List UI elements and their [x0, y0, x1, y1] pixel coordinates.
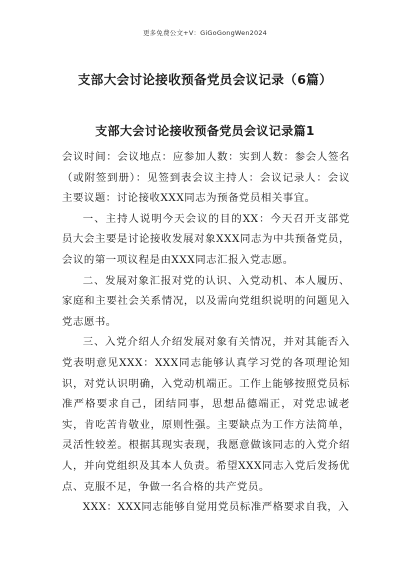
header-note: 更多免费公文+V：GiGoGongWen2024 [142, 29, 267, 37]
paragraph-item-1: 一、主持人说明今天会议的目的XX：今天召开支部党员大会主要是讨论接收发展对象XXX同志为中共预备党员，会议的第一项议程是由XXX同志汇报入党志愿。 [62, 212, 350, 266]
document-body [62, 147, 350, 518]
paragraph-item-3: 三、入党介绍人介绍发展对象有关情况，并对其能否入党表明意见XXX：XXX同志能够认真学习党的各项理论知识，对党认识明确，入党动机端正。工作上能够按照党员标准严格要求自己，团结同事，思想品德端正，对党忠诚老实，肯吃苦肯敬业，原则性强。主要缺点为工作方法简单，灵活性较差。根据其现实表现，我愿意做该同志的入党介绍人，并向党组织及其本人负责。希望XXX同志入党后发扬优点、克服不足，争做一名合格的共产党员。 [62, 336, 350, 493]
paragraph-item-4: XXX：XXX同志能够自觉用党员标准严格要求自我，入 [82, 501, 350, 514]
section-title: 支部大会讨论接收预备党员会议记录篇1 [95, 124, 315, 138]
paragraph-meeting-info: 会议时间：会议地点：应参加人数：实到人数：参会人签名（或附签到册）：见签到表会议主持人：会议记录人：会议主要议题：讨论接收XXX同志为预备党员相关事宜。 [62, 151, 350, 205]
paragraph-item-2: 二、发展对象汇报对党的认识、入党动机、本人履历、家庭和主要社会关系情况，以及需向党组织说明的问题见入党志愿书。 [62, 274, 350, 328]
document-title: 支部大会讨论接收预备党员会议记录（6篇） [77, 72, 333, 87]
